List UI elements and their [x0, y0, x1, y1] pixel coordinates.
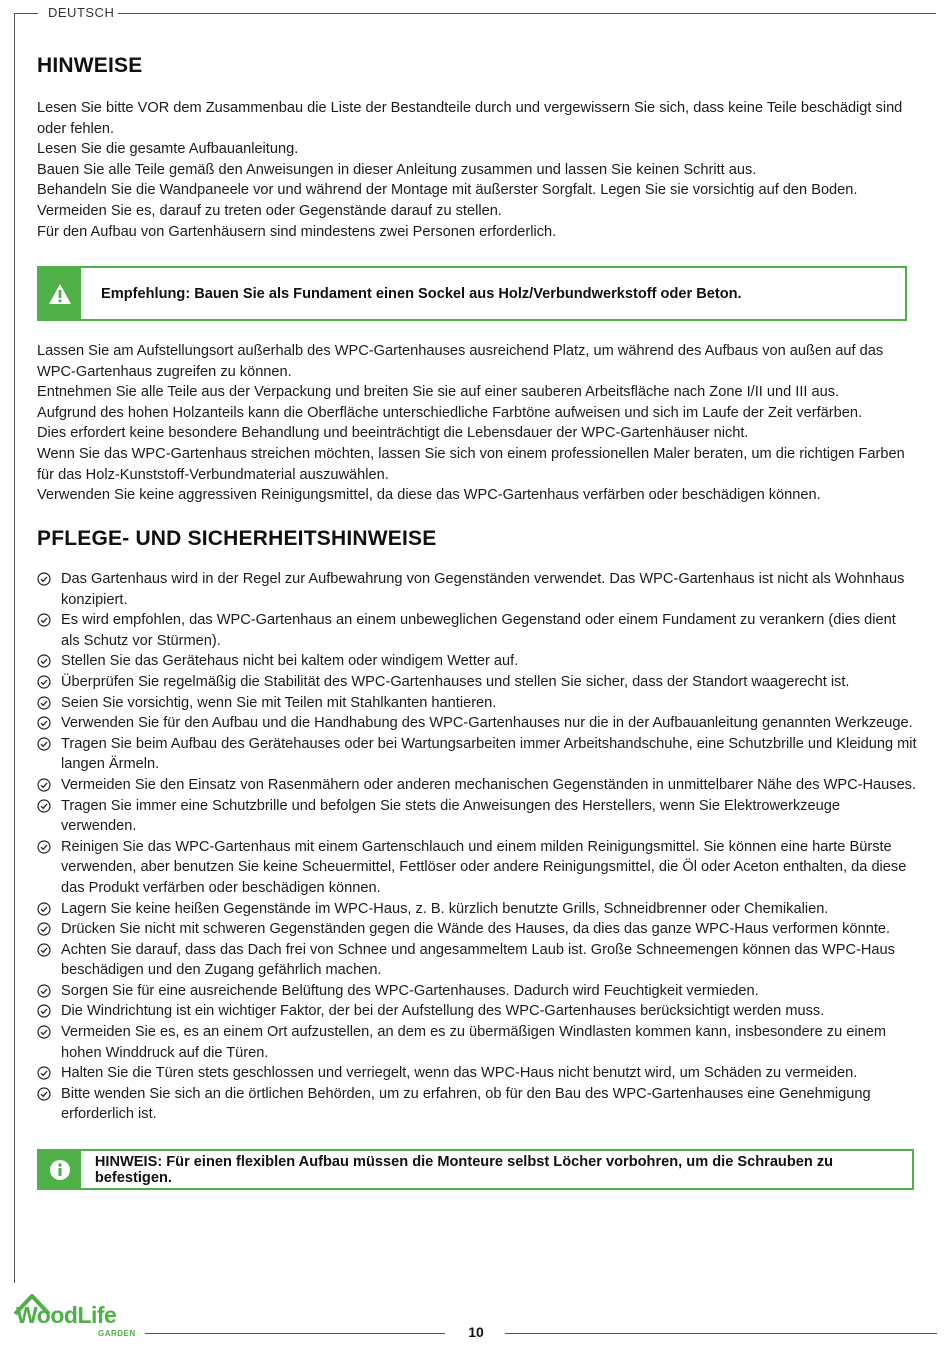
list-item — [37, 693, 917, 714]
section-general-notes — [37, 341, 915, 506]
footer-line — [505, 1333, 937, 1334]
list-item — [37, 569, 917, 610]
list-item-text: Achten Sie darauf, dass das Dach frei von Schnee und angesammeltem Laub ist. Große Schneemengen können das WPC-Haus beschädigen und den Zugang gefährlich machen. — [61, 941, 895, 979]
logo-subtext: GARDEN — [98, 1329, 136, 1338]
check-circle-icon — [37, 840, 51, 854]
check-circle-icon — [37, 613, 51, 627]
section-title: PFLEGE- UND SICHERHEITSHINWEISE — [37, 527, 437, 550]
list-item — [37, 919, 917, 940]
warning-callout — [37, 266, 907, 321]
safety-list — [37, 569, 917, 1125]
check-circle-icon — [37, 654, 51, 668]
list-item-text: Das Gartenhaus wird in der Regel zur Aufbewahrung von Gegenständen verwendet. Das WPC-Gartenhaus ist nicht als Wohnhaus konzipiert. — [61, 571, 905, 608]
woodlife-logo — [12, 1288, 142, 1343]
list-item-text: Stellen Sie das Gerätehaus nicht bei kaltem oder windigem Wetter auf. — [61, 653, 519, 670]
paragraph-group — [37, 341, 915, 506]
paragraph: Entnehmen Sie alle Teile aus der Verpackung und breiten Sie sie auf einer sauberen Arbeitsfläche nach Zone I/II und III aus. — [37, 384, 840, 401]
list-item-text: Sorgen Sie für eine ausreichende Belüftung des WPC-Gartenhauses. Dadurch wird Feuchtigkeit vermieden. — [61, 982, 759, 999]
paragraph: Aufgrund des hohen Holzanteils kann die Oberfläche unterschiedliche Farbtöne aufweisen und sich im Laufe der Zeit verfärben. — [37, 404, 863, 421]
list-item-text: Lagern Sie keine heißen Gegenstände im WPC-Haus, z. B. kürzlich benutzte Grills, Schneidbrenner oder Chemikalien. — [61, 900, 829, 917]
check-circle-icon — [37, 943, 51, 957]
list-item — [37, 981, 917, 1002]
list-item-text: Reinigen Sie das WPC-Gartenhaus mit einem Gartenschlauch und einem milden Reinigungsmittel. Sie können eine harte Bürste verwenden, aber benutzen Sie keine Scheuermittel, Fettlöser oder andere Reinigungsmittel, die Öl oder Aceton enthalten, da diese das Produkt verfärben oder beschädigen können. — [61, 838, 907, 896]
paragraph: Verwenden Sie keine aggressiven Reinigungsmittel, da diese das WPC-Gartenhaus verfärben oder beschädigen können. — [37, 487, 821, 504]
list-item-text: Vermeiden Sie es, es an einem Ort aufzustellen, an dem es zu übermäßigen Windlasten kommen kann, insbesondere zu einem hohen Winddruck auf die Türen. — [61, 1024, 886, 1061]
page-number: 10 — [468, 1324, 484, 1340]
check-circle-icon — [37, 572, 51, 586]
check-circle-icon — [37, 984, 51, 998]
check-circle-icon — [37, 1087, 51, 1101]
info-text: HINWEIS: Für einen flexiblen Aufbau müssen die Monteure selbst Löcher vorbohren, um die Schrauben zu befestigen. — [94, 1153, 834, 1186]
list-item — [37, 1084, 917, 1125]
list-item — [37, 1063, 917, 1084]
paragraph: Lesen Sie bitte VOR dem Zusammenbau die Liste der Bestandteile durch und vergewissern Sie sich, dass keine Teile beschädigt sind oder fehlen. — [37, 100, 903, 137]
paragraph-group — [37, 98, 915, 242]
check-circle-icon — [37, 737, 51, 751]
list-item-text: Die Windrichtung ist ein wichtiger Faktor, der bei der Aufstellung des WPC-Gartenhauses berücksichtigt werden muss. — [61, 1003, 825, 1020]
check-circle-icon — [37, 1025, 51, 1039]
list-item-text: Vermeiden Sie den Einsatz von Rasenmähern oder anderen mechanischen Gegenständen in unmittelbarer Nähe des WPC-Hauses. — [61, 776, 917, 793]
paragraph: Dies erfordert keine besondere Behandlung und beeinträchtigt die Lebensdauer der WPC-Gartenhäuser nicht. — [37, 425, 749, 442]
list-item-text: Es wird empfohlen, das WPC-Gartenhaus an einem unbeweglichen Gegenstand oder einem Fundament zu verankern (dies dient als Schutz vor Stürmen). — [61, 612, 896, 649]
list-item — [37, 1001, 917, 1022]
page-frame-top — [14, 13, 38, 14]
page-frame-top — [118, 13, 936, 14]
list-item — [37, 837, 917, 899]
list-item-text: Drücken Sie nicht mit schweren Gegenständen gegen die Wände des Hauses, da dies das ganze WPC-Haus verformen könnte. — [61, 921, 891, 938]
check-circle-icon — [37, 778, 51, 792]
section-title: HINWEISE — [37, 54, 143, 77]
list-item-text: Tragen Sie beim Aufbau des Gerätehauses oder bei Wartungsarbeiten immer Arbeitshandschuhe, eine Schutzbrille und Kleidung mit langen Ärmeln. — [61, 735, 917, 773]
list-item — [37, 940, 917, 981]
info-icon — [49, 1159, 71, 1181]
list-item — [37, 796, 917, 837]
warning-text: Empfehlung: Bauen Sie als Fundament einen Sockel aus Holz/Verbundwerkstoff oder Beton. — [101, 285, 742, 302]
check-circle-icon — [37, 799, 51, 813]
list-item — [37, 713, 917, 734]
list-item-text: Verwenden Sie für den Aufbau und die Handhabung des WPC-Gartenhauses nur die in der Aufbauanleitung genannten Werkzeuge. — [61, 715, 913, 732]
section-hinweise — [37, 54, 915, 242]
list-item — [37, 899, 917, 920]
section-pflege — [37, 527, 917, 1125]
check-circle-icon — [37, 716, 51, 730]
paragraph: Lassen Sie am Aufstellungsort außerhalb des WPC-Gartenhauses ausreichend Platz, um während des Aufbaus von außen auf das WPC-Gartenhaus zugreifen zu können. — [37, 343, 884, 380]
list-item-text: Tragen Sie immer eine Schutzbrille und befolgen Sie stets die Anweisungen des Herstellers, wenn Sie Elektrowerkzeuge verwenden. — [61, 797, 841, 835]
paragraph: Bauen Sie alle Teile gemäß den Anweisungen in dieser Anleitung zusammen und lassen Sie keinen Schritt aus. — [37, 161, 757, 178]
check-circle-icon — [37, 1004, 51, 1018]
paragraph: Vermeiden Sie es, darauf zu treten oder Gegenstände darauf zu stellen. — [37, 202, 502, 219]
check-circle-icon — [37, 696, 51, 710]
list-item — [37, 651, 917, 672]
list-item-text: Bitte wenden Sie sich an die örtlichen Behörden, um zu erfahren, ob für den Bau des WPC-Gartenhauses eine Genehmigung erforderlich ist. — [61, 1085, 871, 1123]
list-item — [37, 775, 917, 796]
list-item — [37, 1022, 917, 1063]
paragraph: Lesen Sie die gesamte Aufbauanleitung. — [37, 141, 299, 158]
page-frame-left — [14, 13, 15, 1283]
info-callout — [37, 1149, 914, 1190]
check-circle-icon — [37, 675, 51, 689]
list-item — [37, 610, 917, 651]
paragraph: Für den Aufbau von Gartenhäusern sind mindestens zwei Personen erforderlich. — [37, 223, 557, 240]
paragraph: Behandeln Sie die Wandpaneele vor und während der Montage mit äußerster Sorgfalt. Legen Sie sie vorsichtig auf den Boden. — [37, 182, 858, 199]
check-circle-icon — [37, 922, 51, 936]
language-label: DEUTSCH — [48, 5, 115, 20]
warning-icon-box — [39, 268, 81, 319]
list-item-text: Überprüfen Sie regelmäßig die Stabilität des WPC-Gartenhauses und stellen Sie sicher, dass der Standort waagerecht ist. — [61, 673, 850, 690]
footer-line — [145, 1333, 445, 1334]
warning-triangle-icon — [48, 283, 72, 305]
paragraph: Wenn Sie das WPC-Gartenhaus streichen möchten, lassen Sie sich von einem professionellen Maler beraten, um die richtigen Farben für das Holz-Kunststoff-Verbundmaterial auszuwählen. — [37, 445, 905, 483]
list-item — [37, 672, 917, 693]
list-item-text: Seien Sie vorsichtig, wenn Sie mit Teilen mit Stahlkanten hantieren. — [61, 694, 497, 711]
check-circle-icon — [37, 902, 51, 916]
logo-text: WoodLife — [16, 1302, 117, 1328]
list-item — [37, 734, 917, 775]
info-icon-box — [39, 1151, 81, 1188]
list-item-text: Halten Sie die Türen stets geschlossen und verriegelt, wenn das WPC-Haus nicht benutzt wird, um Schäden zu vermeiden. — [61, 1065, 858, 1082]
check-circle-icon — [37, 1066, 51, 1080]
